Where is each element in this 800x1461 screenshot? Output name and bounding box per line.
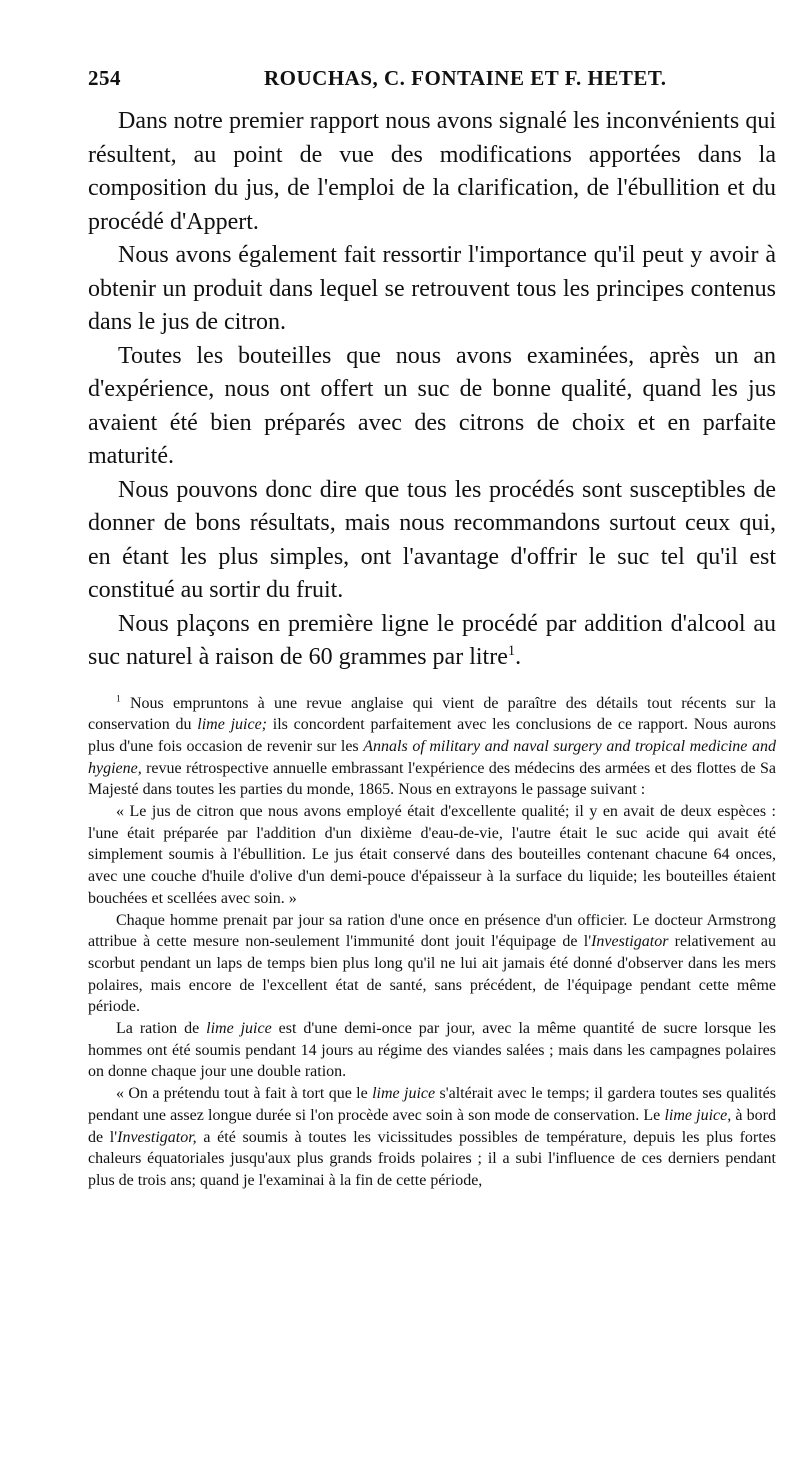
body-paragraph-last: Nous plaçons en première ligne le procédé par addition d'alcool au suc naturel à raison de 60 grammes par litre$^1$.: [88, 610, 776, 670]
footnote-paragraph: [88, 693, 776, 802]
footnote-italic: lime juice;: [197, 716, 268, 734]
body-paragraph: Toutes les bouteilles que nous avons examinées, après un an d'expérience, nous ont offert un suc de bonne qualité, quand les jus avaient été bien préparés avec des citrons de choix et en parfaite maturité.: [88, 342, 776, 469]
footnote-text: Chaque homme prenait par jour sa ration d'une once en présence d'un officier. Le docteur Armstrong attribue à cette mesure non-seulement l'immunité dont jouit l'équipage de l': [88, 911, 776, 951]
footnote-paragraph: [88, 1018, 776, 1083]
footnote-italic: Investigator: [591, 933, 669, 951]
body-last-text: Nous plaçons en première ligne le procédé par addition d'alcool au suc naturel à raison de 60 grammes par litre: [88, 610, 776, 670]
footnote-text: « On a prétendu tout à fait à tort que le: [116, 1085, 373, 1103]
body-paragraph: Nous avons également fait ressortir l'importance qu'il peut y avoir à obtenir un produit dans lequel se retrouvent tous les principes contenus dans le jus de citron.: [88, 242, 776, 335]
page-number: 254: [88, 66, 121, 90]
footnote-italic: Annals of military and naval surgery and tropical medicine and hygiene,: [88, 737, 776, 777]
footnote-reference: 1: [507, 643, 516, 659]
footnote-paragraph: [88, 1083, 776, 1192]
footnote-italic: lime juice: [372, 1085, 436, 1103]
footnote-italic: lime juice,: [664, 1106, 732, 1124]
main-text: [88, 105, 776, 675]
footnote-italic: lime juice: [206, 1020, 272, 1038]
footnote-paragraph: [88, 910, 776, 1019]
footnote-italic: Investigator,: [117, 1128, 197, 1146]
footnote-text: ils concordent parfaitement avec les conclusions de ce rapport. Nous aurons plus d'une fois occasion de revenir sur les: [88, 716, 777, 755]
footnote-text: relativement au scorbut pendant un laps de temps bien plus long qu'il ne lui ait jamais été donné d'observer dans les mers polaires, mais encore de l'excellent état de santé, sans précédent, de l'équipage pendant cette même période.: [88, 933, 776, 1016]
running-header: [88, 66, 776, 91]
body-paragraph: Nous pouvons donc dire que tous les procédés sont susceptibles de donner de bons résultats, mais nous recommandons surtout ceux qui, en étant les plus simples, ont l'avantage d'offrir le suc tel qu'il est constitué au sortir du fruit.: [88, 476, 776, 603]
footnotes: [88, 693, 776, 1192]
footnote-text: s'altérait avec le temps; il gardera toutes ses qualités pendant une assez longue durée si l'on procède avec soin à son mode de conservation. Le: [88, 1085, 776, 1124]
footnote-text: revue rétrospective annuelle embrassant l'expérience des médecins des armées et des flottes de Sa Majesté dans toutes les parties du monde, 1865. Nous en extrayons le passage suivant :: [88, 759, 776, 799]
footnote-marker: 1: [116, 693, 121, 705]
body-paragraph: Dans notre premier rapport nous avons signalé les inconvénients qui résultent, au point de vue des modifications apportées dans la composition du jus, de l'emploi de la clarification, de l'ébullition et du procédé d'Appert.: [88, 108, 776, 235]
footnote-paragraph: « Le jus de citron que nous avons employé était d'excellente qualité; il y en avait de deux espèces : l'une était préparée par l'addition d'un dixième d'eau-de-vie, l'autre était le suc acide qui avait été simplement soumis à l'ébullition. Le jus était conservé dans des bouteilles contenant chacune 64 onces, avec une couche d'huile d'olive d'un demi-pouce d'épaisseur à la surface du liquide; les bouteilles étaient bouchées et scellées avec soin. »: [88, 803, 776, 907]
footnote-text: est d'une demi-once par jour, avec la même quantité de sucre lorsque les hommes ont été soumis pendant 14 jours au régime des viandes salées ; mais dans les campagnes polaires on donne chaque jour une double ration.: [88, 1020, 777, 1081]
footnote-text: à bord de l': [88, 1106, 777, 1146]
footnote-text: a été soumis à toutes les vicissitudes possibles de température, depuis les plus fortes chaleurs équatoriales jusqu'aux plus grands froids polaires ; il a subi l'influence de ces derniers pendant plus de trois ans; quand je l'examinai à la fin de cette période,: [88, 1128, 776, 1189]
footnote-text: La ration de: [116, 1020, 207, 1038]
footnote-text: Nous empruntons à une revue anglaise qui vient de paraître des détails tout récents sur la conservation du: [88, 694, 776, 734]
running-title: ROUCHAS, C. FONTAINE ET F. HETET.: [264, 66, 667, 90]
